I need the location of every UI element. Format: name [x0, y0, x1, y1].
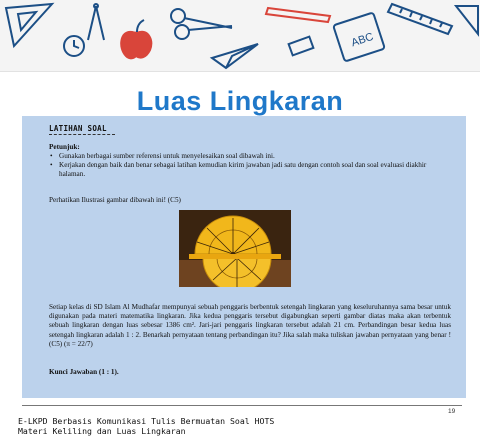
clock-icon: [64, 36, 84, 56]
footer-title: E-LKPD Berbasis Komunikasi Tulis Bermuatan Soal HOTS: [18, 416, 275, 426]
paper-plane-icon: [212, 44, 258, 68]
problem-text: Setiap kelas di SD Islam Al Mudhafar mempunyai sebuah penggaris berbentuk setengah lingkaran yang keseluruhannya sama besar untuk digunakan pada materi matematika lingkaran. Jika kedua penggaris tersebut digabungkan seperti gambar diatas maka akan terbentuk sebuah lingkaran dengan luas sebesar 1386 cm². Jari-jari penggaris lingkaran tersebut adalah 21 cm. Perbandingan besar kedua luas setengah lingkaran adalah 1 : 2. Benarkah pernyataan tentang perbandingan itu? Jika salah maka tuliskan jawaban pernyataan yang benar ! (C5) (π = 22/7): [49, 303, 451, 348]
section-underline: [49, 134, 115, 135]
svg-text:ABC: ABC: [349, 30, 376, 50]
pencil-icon: [266, 8, 330, 22]
footer-subtitle: Materi Keliling dan Luas Lingkaran: [18, 426, 186, 436]
book-icon: [333, 12, 385, 61]
apple-icon: [121, 20, 151, 58]
school-supplies-illustration: [0, 0, 480, 72]
scissors-icon: [171, 9, 232, 39]
footer-divider: [22, 405, 462, 406]
compass-icon: [88, 4, 104, 40]
instruction-item: • Kerjakan dengan baik dan benar sebagai latihan kemudian kirim jawaban jadi satu dengan contoh soal dan soal evaluasi diakhir halaman.: [49, 161, 452, 179]
section-label: LATIHAN SOAL: [49, 124, 107, 133]
semicircle-protractors-photo: [179, 210, 291, 287]
protractor-icon: [203, 258, 271, 287]
instruction-item: • Gunakan berbagai sumber referensi untuk menyelesaikan soal dibawah ini.: [49, 152, 452, 161]
page-title: Luas Lingkaran: [136, 86, 344, 116]
answer-key: Kunci Jawaban (1 : 1).: [49, 368, 119, 376]
triangle-ruler-icon: [6, 4, 52, 46]
eraser-icon: [289, 37, 314, 56]
ruler-icon: [388, 4, 452, 34]
set-square-icon: [456, 6, 478, 34]
instructions-heading: Petunjuk:: [49, 143, 80, 151]
page-number: 19: [448, 408, 456, 415]
observe-prompt: Perhatikan Ilustrasi gambar dibawah ini! (C5): [49, 196, 181, 204]
header-banner: [0, 0, 480, 72]
instructions-list: [49, 152, 452, 180]
